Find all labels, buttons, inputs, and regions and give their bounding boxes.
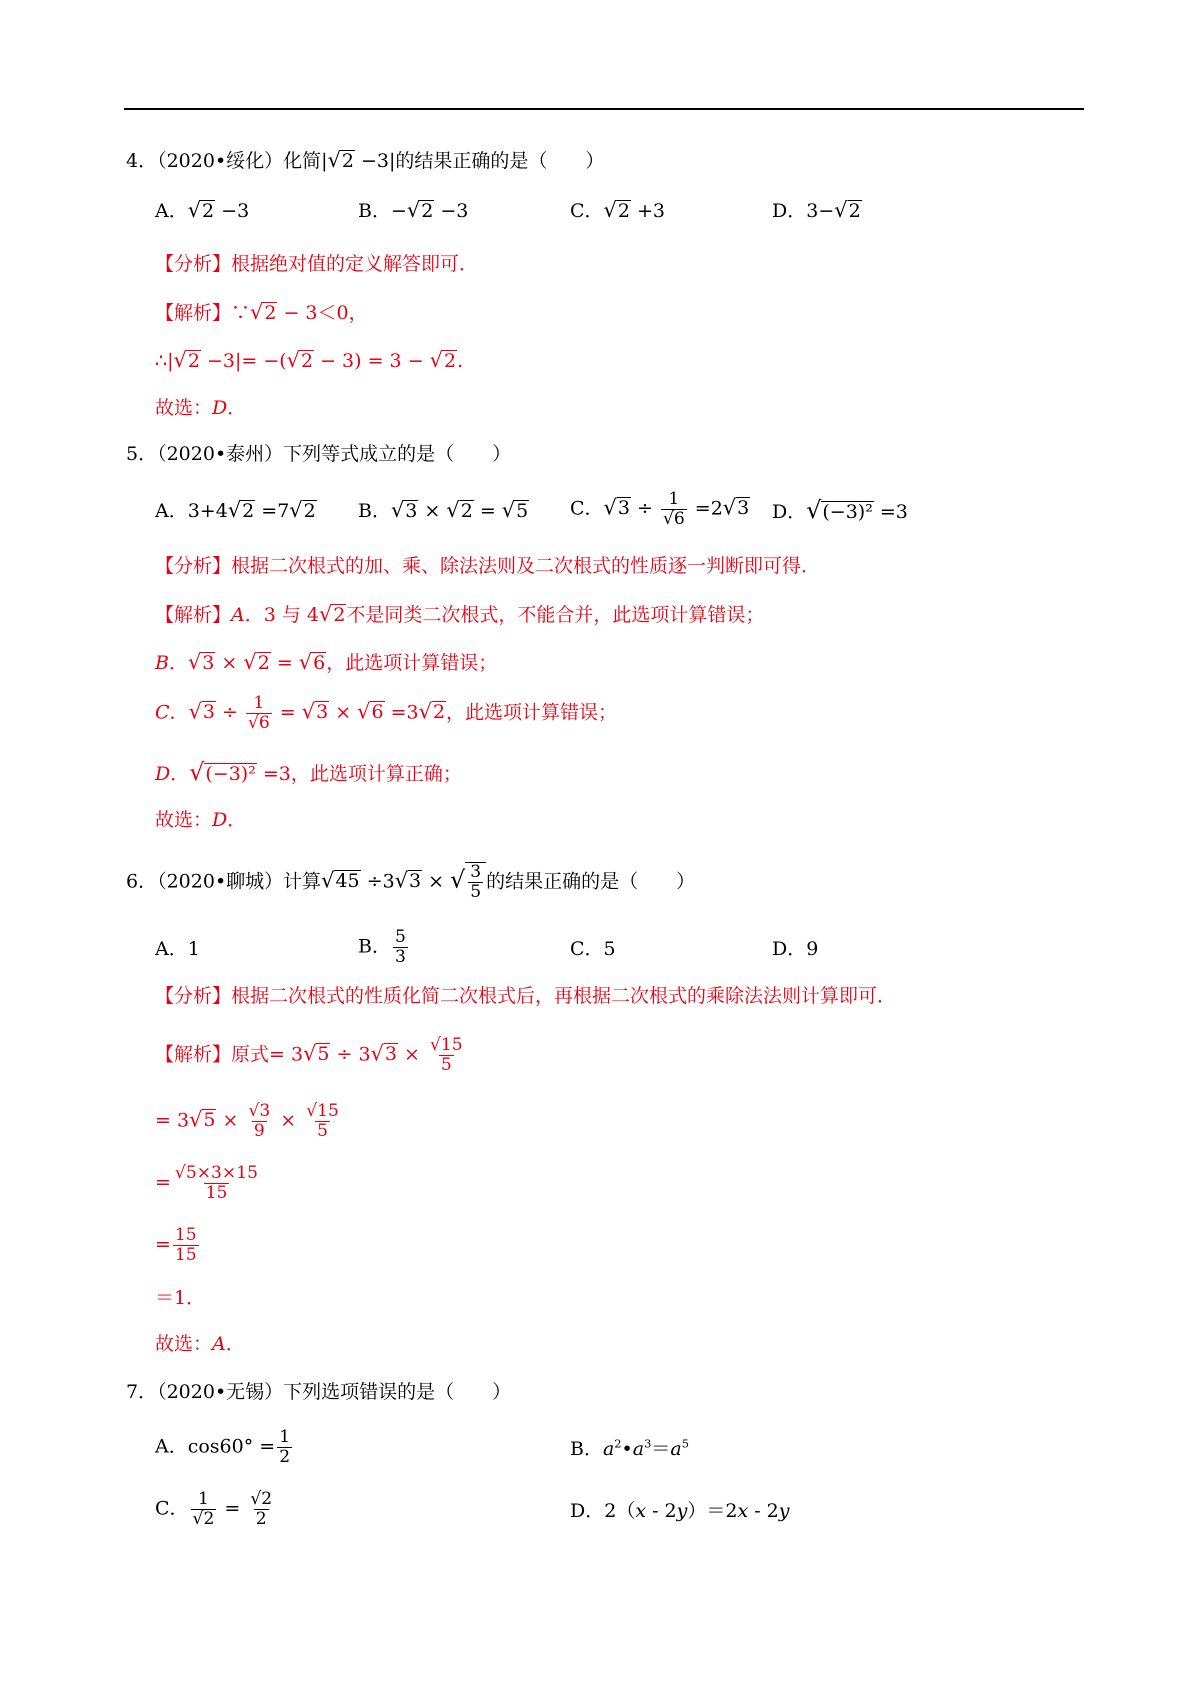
- q6-stem: 6．（2020•聊城）计算√45 ÷3√3 × √ $\frac{3}{5}$ 的结果正确的是（ ）: [126, 862, 696, 902]
- q7-option-c: C． $\frac{1}{√2}$ = $\frac{√2}{2}$: [155, 1489, 273, 1529]
- q4-solution: 【解析】∵√2 − 3＜0，: [155, 300, 368, 324]
- q5-option-d: D．√(−3)² =3: [772, 496, 908, 524]
- q4-option-d: D．3−√2: [772, 198, 861, 222]
- q4-option-b: B．−√2 −3: [358, 198, 469, 222]
- q4-option-c: C．√2 +3: [570, 198, 666, 222]
- q4-answer: 故选：D．: [155, 397, 247, 419]
- q4-stem: 4．（2020•绥化）化简|√2 −3|的结果正确的是（ ）: [126, 148, 605, 172]
- q5-option-c: C．√3 ÷ $\frac{1}{√6}$ =2√3: [570, 489, 750, 529]
- q6-analysis: 【分析】根据二次根式的性质化简二次根式后，再根据二次根式的乘除法法则计算即可．: [155, 985, 897, 1007]
- q5-option-a: A．3+4√2 =7√2: [155, 498, 316, 522]
- q5-answer: 故选：D．: [155, 809, 247, 831]
- q4-solution-step: ∴|√2 −3|= −(√2 − 3) = 3 − √2.: [155, 348, 464, 372]
- q5-option-b: B．√3 × √2 = √5: [358, 498, 529, 522]
- q6-solution-step-4: = $\frac{15}{15}$: [155, 1225, 197, 1265]
- header-rule: [124, 108, 1084, 110]
- q5-solution-c: C．√3 ÷ $\frac{1}{√6}$ = √3 × √6 =3√2，此选项计算错误；: [155, 693, 618, 733]
- q6-option-a: A．1: [155, 938, 200, 960]
- q6-solution-step-1: 【解析】原式= 3√5 ÷ 3√3 × $\frac{√15}{5}$: [155, 1035, 463, 1075]
- q6-solution-step-3: = $\frac{√5\times 3\times 15}{15}$: [155, 1163, 258, 1203]
- q5-analysis: 【分析】根据二次根式的加、乘、除法法则及二次根式的性质逐一判断即可得．: [155, 555, 821, 577]
- q6-option-d: D．9: [772, 938, 819, 960]
- q6-solution-step-5: ＝1．: [155, 1287, 206, 1309]
- q6-option-b: B． $\frac{5}{3}$: [358, 927, 406, 967]
- q7-option-b: B．$a^2•a^3=a^5$: [570, 1436, 689, 1460]
- q4-option-a: A．√2 −3: [155, 198, 250, 222]
- q4-analysis: 【分析】根据绝对值的定义解答即可．: [155, 253, 479, 275]
- q6-option-c: C．5: [570, 938, 616, 960]
- q7-stem: 7．（2020•无锡）下列选项错误的是（ ）: [126, 1381, 512, 1403]
- q6-answer: 故选：A．: [155, 1333, 245, 1355]
- q7-option-a: A．cos60° = $\frac{1}{2}$: [155, 1427, 291, 1467]
- q5-solution-d: D．√(−3)² =3，此选项计算正确；: [155, 758, 462, 786]
- q5-stem: 5．（2020•泰州）下列等式成立的是（ ）: [126, 443, 512, 465]
- q7-option-d: D．2（x - 2y）＝2x - 2y: [570, 1500, 790, 1522]
- q5-solution-b: B．√3 × √2 = √6，此选项计算错误；: [155, 650, 498, 674]
- q5-solution-a: 【解析】A．3 与 4√2不是同类二次根式，不能合并，此选项计算错误；: [155, 602, 765, 626]
- q6-solution-step-2: = 3√5 × $\frac{√3}{9}$ × $\frac{√15}{5}$: [155, 1101, 339, 1141]
